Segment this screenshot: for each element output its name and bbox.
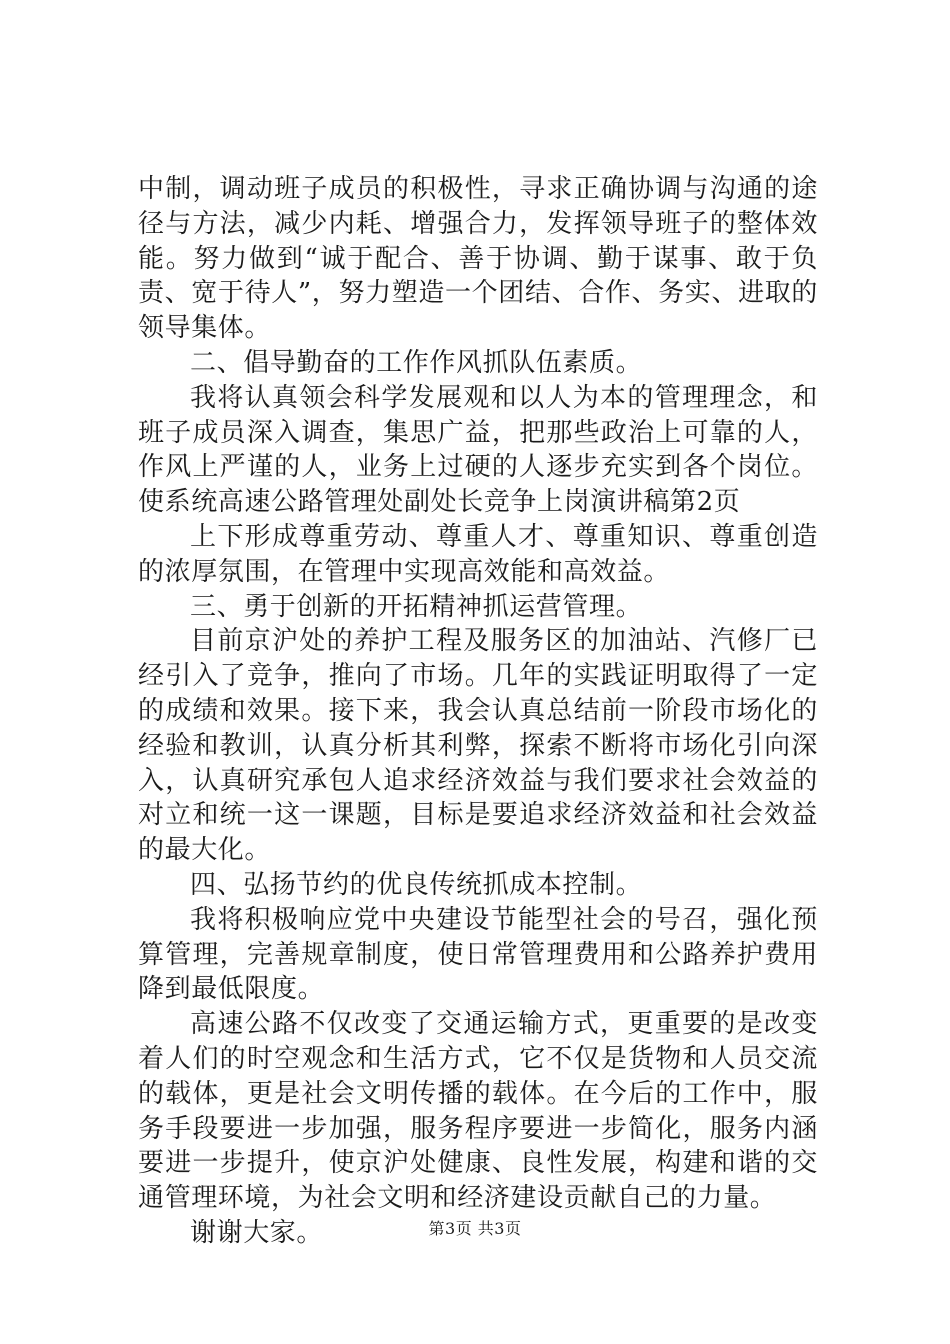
- section-heading-2: 二、倡导勤奋的工作作风抓队伍素质。: [190, 347, 643, 378]
- section-heading-3: 三、勇于创新的开拓精神抓运营管理。: [190, 591, 643, 622]
- paragraph: 高速公路不仅改变了交通运输方式，更重要的是改变着人们的时空观念和生活方式，它不仅是货物和人员交流的载体，更是社会文明传播的载体。在今后的工作中，服务手段要进一步加强，服务程序要进一步简化，服务内涵要进一步提升，使京沪处健康、良性发展，构建和谐的交通管理环境，为社会文明和经济建设贡献自己的力量。: [138, 1009, 818, 1214]
- page-number-footer: 第3页 共3页: [428, 1219, 522, 1238]
- section-heading-4: 四、弘扬节约的优良传统抓成本控制。: [190, 869, 643, 900]
- paragraph: 我将认真领会科学发展观和以人为本的管理理念，和班子成员深入调查，集思广益，把那些政治上可靠的人，作风上严谨的人，业务上过硬的人逐步充实到各个岗位。使系统高速公路管理处副处长竞争上岗演讲稿第2页: [138, 382, 818, 518]
- paragraph: 上下形成尊重劳动、尊重人才、尊重知识、尊重创造的浓厚氛围，在管理中实现高效能和高效益。: [138, 521, 818, 587]
- document-body: [138, 172, 818, 1251]
- closing-line: 谢谢大家。: [190, 1217, 324, 1248]
- paragraph-continuation: 中制，调动班子成员的积极性，寻求正确协调与沟通的途径与方法，减少内耗、增强合力，发挥领导班子的整体效能。努力做到“诚于配合、善于协调、勤于谋事、敢于负责、宽于待人”，努力塑造一个团结、合作、务实、进取的领导集体。: [138, 174, 818, 344]
- paragraph: 目前京沪处的养护工程及服务区的加油站、汽修厂已经引入了竞争，推向了市场。几年的实践证明取得了一定的成绩和效果。接下来，我会认真总结前一阶段市场化的经验和教训，认真分析其利弊，探索不断将市场化引向深入，认真研究承包人追求经济效益与我们要求社会效益的对立和统一这一课题，目标是要追求经济效益和社会效益的最大化。: [138, 626, 818, 866]
- paragraph: 我将积极响应党中央建设节能型社会的号召，强化预算管理，完善规章制度，使日常管理费用和公路养护费用降到最低限度。: [138, 904, 818, 1005]
